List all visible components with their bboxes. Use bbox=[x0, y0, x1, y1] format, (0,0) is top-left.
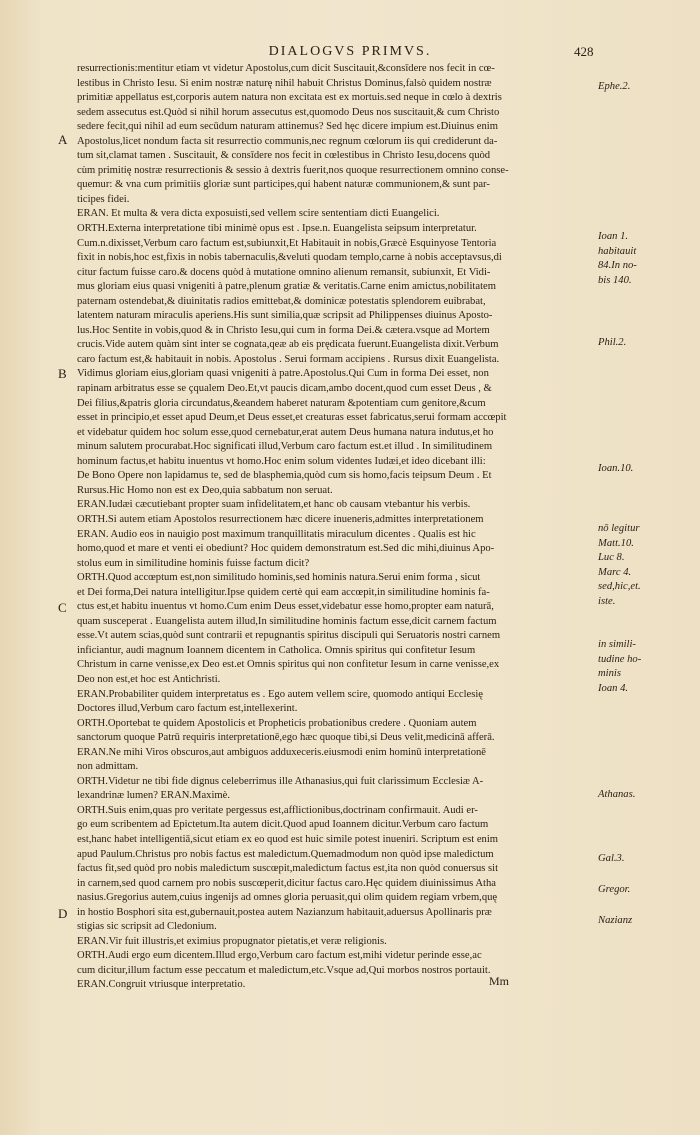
text-line: mus gloriam eius quasi vnigeniti à patre,plenum gratiæ & veritatis.Carne enim amictus,nobilitatem bbox=[77, 281, 496, 293]
margin-note-line: Gal.3. bbox=[598, 853, 625, 864]
text-line: Rursus.Hic Homo non est ex Deo,quia sabbatum non seruat. bbox=[77, 484, 333, 496]
text-line: cum dicitur,illum factum esse peccatum et maledictum,etc.Vsque ad,Qui morbos nostros portauit. bbox=[77, 964, 491, 976]
text-line: ERAN.Congruit vtriusque interpretatio. bbox=[77, 979, 246, 991]
text-line: sedere fecit,qui nihil ad eum secūdum naturam attinemus? Sed hęc dicere impium est.Diuinus enim bbox=[77, 121, 498, 133]
text-line: Cum.n.dixisset,Verbum caro factum est,subiunxit,Et Habitauit in nobis,Græcè Esquinyose Tentoria bbox=[77, 237, 497, 249]
margin-note-line: bis 140. bbox=[598, 274, 632, 286]
margin-note bbox=[598, 638, 694, 696]
text-line: rapinam arbitratus esse se çqualem Deo.Et,vt paucis dicam,ambo docent,quod cum esset Deus , & bbox=[77, 383, 492, 395]
margin-note-line: Nazianz bbox=[598, 915, 633, 926]
text-line: ORTH.Audi ergo eum dicentem.Illud ergo,Verbum caro factum est,mihi videtur perinde esse,ac bbox=[77, 950, 482, 962]
text-line: cùm primitię nostræ resurrectionis & sessio à dextris fuerit,nos quoque resurrectionem omnino conse- bbox=[77, 164, 509, 176]
text-line: lexandrinæ lumen? ERAN.Maximè. bbox=[77, 790, 230, 802]
margin-note bbox=[598, 80, 694, 95]
text-line: citur factum fuisse caro.& docens quòd à mutatione omnino alienum remansit, subiunxit, Et Vidi- bbox=[77, 266, 491, 278]
margin-note-line: iste. bbox=[598, 595, 616, 607]
text-line: ORTH.Quod accœptum est,non similitudo hominis,sed hominis natura.Serui enim forma , sicut bbox=[77, 572, 481, 584]
margin-note-line: Marc 4. bbox=[598, 566, 632, 578]
text-line: ERAN.Vir fuit illustris,et eximius propugnator pietatis,et veræ religionis. bbox=[77, 935, 387, 947]
page-number: 428 bbox=[574, 44, 594, 59]
margin-note-line: Ioan 1. bbox=[598, 231, 629, 242]
text-line: ERAN.Ne mihi Viros obscuros,aut ambiguos adduxeceris.eiusmodi enim hominū interpretationē bbox=[77, 746, 487, 758]
text-line: ORTH.Externa interpretatione tibi minimè opus est . Ipse.n. Euangelista seipsum interpretatur. bbox=[77, 223, 477, 235]
running-head: DIALOGVS PRIMVS. bbox=[268, 44, 432, 59]
text-line: ORTH.Videtur ne tibi fide dignus celeberrimus ille Athanasius,qui fuit clarissimum Ecclesiæ A- bbox=[77, 775, 484, 787]
text-line: ERAN. Audio eos in nauigio post maximum tranquillitatis miraculum dicentes . Qualis est hic bbox=[77, 528, 476, 540]
text-line: hominum factus,et habitu inuentus vt homo.Hoc enim solum videntes Iudæi,et ideo dicebant illi: bbox=[77, 455, 486, 467]
text-line: Dei filius,&patris gloria circundatus,&eandem haberet naturam &potentiam cum genitore,&cum bbox=[77, 397, 486, 409]
text-line: stigias sic scripsit ad Cledonium. bbox=[77, 921, 217, 933]
text-line: esset in principio,et esset apud Deum,et Deus esset,et creaturas esset fabricatus,serui formam accœpit bbox=[77, 412, 507, 424]
text-line: ORTH.Si autem etiam Apostolos resurrectionem hæc dicere inueneris,admittes interpretationem bbox=[77, 513, 484, 525]
text-line: resurrectionis:mentitur etiam vt videtur Apostolus,cum dicit Suscitauit,&consīdere nos fecit in cœ- bbox=[77, 63, 495, 74]
text-line: factus fit,sed quòd pro nobis maledictum suscœpit,maledictum factus est,ita non quòd conuersus sit bbox=[77, 863, 499, 875]
margin-note bbox=[598, 883, 694, 898]
margin-note-line: Ioan.10. bbox=[598, 463, 634, 474]
text-line: inficiantur, audi magnum Ioannem dicentem in Catholica. Omnis spiritus qui confitetur Iesum bbox=[77, 644, 476, 656]
text-line: et Dei forma,Dei natura intelligitur.Ipse quidem certè qui eam accœpit,in similitudine hominis fa- bbox=[77, 586, 490, 598]
margin-note-line: habitauit bbox=[598, 245, 637, 257]
margin-note-line: nō legitur bbox=[598, 523, 640, 534]
text-line: est,hanc habet intelligentiā,sicut etiam ex eo quod est huic simile potest inueniri. Scriptum est enim bbox=[77, 833, 499, 845]
text-line: quam susceperat . Euangelista autem illud,In similitudine hominis factum esse,dicit carnem factum bbox=[77, 615, 497, 627]
text-line: et videbatur quidem hoc solum esse,quod cernebatur,erat autem Deus humana natura indutus,et ho bbox=[77, 426, 494, 438]
margin-note bbox=[598, 914, 694, 929]
text-line: in hostio Bosphori sita est,gubernauit,postea autem Nazianzum habitauit,aduersus Apollinaris præ bbox=[77, 906, 492, 918]
margin-letter-b: B bbox=[58, 366, 67, 381]
text-line: sanctorum quoque Patrū requiris interpretationē,ego hæc quoque tibi,si Deus velit,medicinā afferā. bbox=[77, 732, 495, 744]
text-line: lestibus in Christo Iesu. Si enim nostræ naturę nihil habuit Christus Dominus,falsò quidem nostræ bbox=[77, 77, 492, 89]
margin-note bbox=[598, 230, 694, 288]
text-line: ERAN.Probabiliter quidem interpretatus es . Ego autem vellem scire, quomodo antiqui Ecclesię bbox=[77, 688, 483, 700]
margin-note-line: sed,hic,et. bbox=[598, 581, 641, 592]
text-line: ctus est,et habitu inuentus vt homo.Cum enim Deus esset,videbatur esse homo,propter eam naturā, bbox=[77, 601, 494, 613]
text-line: ERAN.Iudæi cæcutiebant propter suam infidelitatem,et hanc ob causam vtebantur his verbis. bbox=[77, 499, 471, 511]
text-line: non admittam. bbox=[77, 761, 139, 773]
text-line: caro factum est,& habitauit in nobis. Apostolus . Serui formam accipiens . Rursus dixit Euangelista. bbox=[77, 353, 500, 365]
margin-letter-a: A bbox=[58, 132, 68, 147]
margin-note-line: Ioan 4. bbox=[598, 682, 629, 694]
margin-note-line: Ephe.2. bbox=[598, 81, 631, 92]
margin-note bbox=[598, 852, 694, 867]
text-line: tum sit,clamat tamen . Suscitauit, & consīdere nos fecit in cœlestibus in Christo Iesu,docens quòd bbox=[77, 150, 491, 162]
text-line: stolus eum in similitudine hominis fuisse factum dicit? bbox=[77, 557, 310, 569]
margin-letter-c: C bbox=[58, 600, 67, 615]
margin-note-line: minis bbox=[598, 668, 621, 679]
margin-note bbox=[598, 522, 694, 609]
text-line: quemur: & vna cum primitiis gloriæ sunt participes,qui habent naturæ communionem,& sunt par- bbox=[77, 179, 490, 191]
margin-note-line: in simili- bbox=[598, 639, 636, 650]
text-line: paternam ostendebat,& diuinitatis radios emittebat,& dominicæ potestatis splendorem euibrabat, bbox=[77, 295, 486, 307]
text-line: primitiæ appellatus est,corporis autem natura non excitata est ex mortuis.sed neque in cœlo à dextris bbox=[77, 92, 502, 104]
text-line: Deo non est,et hoc est Antichristi. bbox=[77, 673, 221, 685]
text-line: ORTH.Suis enim,quas pro veritate pergessus est,afflictionibus,doctrinam confirmauit. Audi er- bbox=[77, 804, 478, 816]
text-line: crucis.Vide autem quàm sint inter se cognata,qeæ ab eis prędicata fuerunt.Euangelista dixit.Verbum bbox=[77, 339, 499, 351]
margin-letter-d: D bbox=[58, 906, 68, 921]
margin-note-line: Luc 8. bbox=[598, 552, 625, 563]
text-line: fixit in nobis,hoc est,fixis in nobis tabernaculis,&veluti quodam templo,carne à nobis acceptavsus,di bbox=[77, 252, 502, 264]
text-line: ticipes fidei. bbox=[77, 193, 130, 205]
text-line: sedem assecutus est.Quòd si nihil horum assecutus est,quomodo Deus nos suscitauit,& cum Christo bbox=[77, 106, 500, 118]
margin-note bbox=[598, 336, 694, 351]
text-line: apud Paulum.Christus pro nobis factus est maledictum.Quemadmodum non quòd ipse maledictum bbox=[77, 848, 494, 860]
margin-note bbox=[598, 788, 694, 803]
margin-note-line: Matt.10. bbox=[598, 537, 634, 549]
text-line: Apostolus,licet nondum facta sit resurrectio communis,nec regnum cœlorum iis qui crediderunt da- bbox=[77, 135, 498, 147]
margin-note-line: Phil.2. bbox=[598, 337, 627, 348]
text-line: in carnem,sed quod carnem pro nobis suscœperit,dicitur factus caro.Hęc quidem diuinissimus Atha bbox=[77, 877, 496, 889]
text-line: De Bono Opere non lapidamus te, sed de blasphemia,quòd cum sis homo,facis teipsum Deum . Et bbox=[77, 470, 492, 482]
margin-note-line: tudine ho- bbox=[598, 653, 642, 665]
text-line: ERAN. Et multa & vera dicta exposuisti,sed vellem scire sententiam dicti Euangelici. bbox=[77, 208, 440, 220]
text-line: Vidimus gloriam eius,gloriam quasi vnigeniti à patre.Apostolus.Qui Cum in forma Dei esset, non bbox=[77, 368, 489, 380]
body-text bbox=[77, 62, 595, 993]
text-line: minum salutem procurabat.Hoc significati illud,Verbum caro factum est.et illud . In similitudinem bbox=[77, 441, 493, 453]
text-line: Christum in carne venisse,ex Deo est.et Omnis spiritus qui non confitetur Iesum in carne venisse,ex bbox=[77, 659, 500, 671]
text-line: latentem naturam miraculis aperiens.His sunt similia,quæ scripsit ad Philippenses diuinus Aposto- bbox=[77, 310, 493, 322]
margin-note-line: Athanas. bbox=[598, 789, 636, 800]
text-line: go eum scribentem ad Epictetum.Ita autem dicit.Quod apud Ioannem dicitur.Verbum caro factum bbox=[77, 819, 489, 831]
margin-note bbox=[598, 462, 694, 477]
margin-note-line: 84.In no- bbox=[598, 260, 637, 271]
text-line: homo,quod et mare et venti ei obediunt? Hoc quidem demonstratum est.Sed dic mihi,diuinus Apo- bbox=[77, 543, 495, 555]
text-line: esse.Vt autem scias,quòd sunt contrarii et repugnantis spiritus discipuli qui Seruatoris nostri carnem bbox=[77, 630, 501, 642]
text-line: ORTH.Oportebat te quidem Apostolicis et Propheticis probationibus credere . Quoniam autem bbox=[77, 717, 477, 729]
text-line: lus.Hoc Sentite in vobis,quod & in Christo Iesu,qui cum in forma Dei.& cætera.vsque ad Mortem bbox=[77, 324, 490, 336]
text-line: nasius.Gregorius autem,cuius ingenijs ad omnes gloria peruasit,qui olim quidem regiam vrbem,quę bbox=[77, 892, 498, 904]
text-line: Doctores illud,Verbum caro factum est,intellexerint. bbox=[77, 703, 298, 715]
margin-note-line: Gregor. bbox=[598, 884, 631, 895]
signature-mark: Mm bbox=[489, 974, 510, 988]
